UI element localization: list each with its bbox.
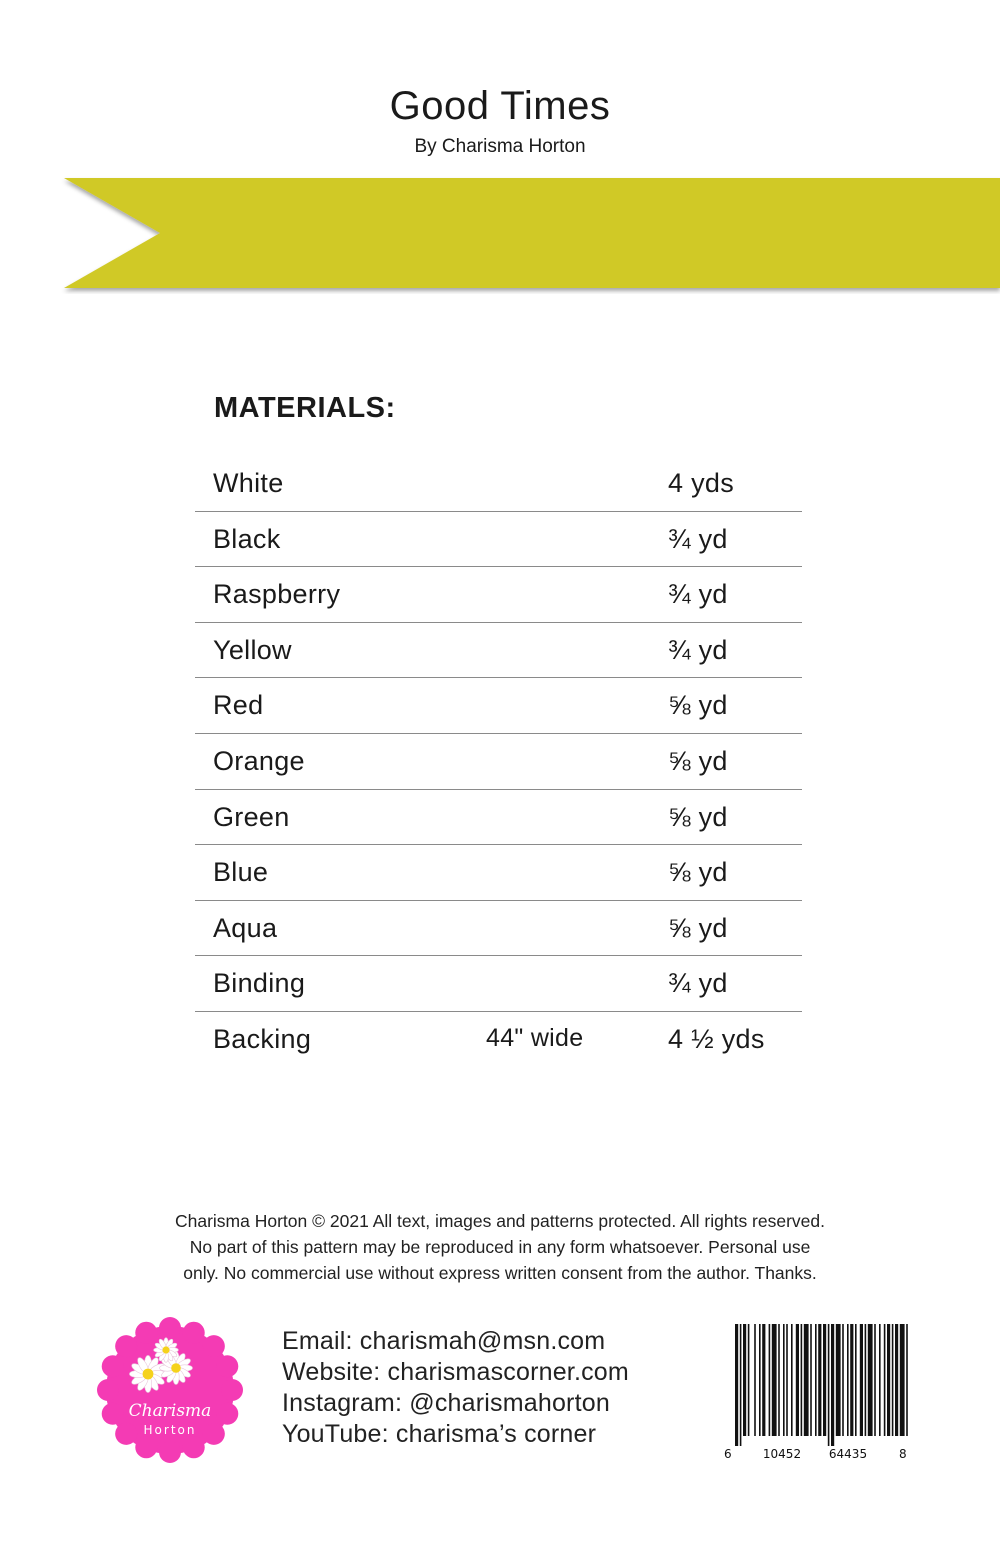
material-quantity: ¾ yd [668, 579, 728, 610]
material-quantity: ¾ yd [668, 634, 728, 665]
copyright-notice [0, 1208, 1000, 1286]
material-quantity: ¾ yd [668, 523, 728, 554]
barcode-digit-last: 8 [899, 1447, 907, 1461]
material-name: Orange [213, 745, 305, 776]
material-quantity: 4 yds [668, 468, 735, 498]
material-quantity: ¾ yd [668, 968, 728, 999]
materials-row [195, 678, 802, 734]
material-name: Binding [213, 968, 306, 999]
materials-row [195, 567, 802, 623]
material-name: Red [213, 690, 264, 721]
copyright-line: Charisma Horton © 2021 All text, images and patterns protected. All rights reserved. [174, 1211, 826, 1231]
material-name: Blue [213, 857, 269, 888]
material-name: White [213, 468, 284, 498]
barcode-digits-left: 10452 [762, 1447, 802, 1461]
material-quantity: ⅝ yd [668, 857, 728, 888]
logo-text-line2: Horton [143, 1423, 197, 1437]
pattern-title: Good Times [389, 84, 611, 128]
materials-row [195, 623, 802, 679]
material-name: Aqua [213, 912, 278, 943]
ribbon-banner [60, 176, 1000, 294]
materials-heading: MATERIALS: [214, 392, 396, 424]
barcode-digits-right: 64435 [828, 1447, 868, 1461]
copyright-line: No part of this pattern may be reproduced in any form whatsoever. Personal use [189, 1237, 811, 1257]
contact-website: Website: charismascorner.com [282, 1358, 629, 1386]
materials-row [195, 901, 802, 957]
logo-text-line1: Charisma [128, 1401, 212, 1421]
material-note: 44" wide [486, 1023, 584, 1052]
copyright-line: only. No commercial use without express written consent from the author. Thanks. [183, 1263, 817, 1283]
material-quantity: ⅝ yd [668, 801, 728, 832]
material-quantity: ⅝ yd [668, 912, 728, 943]
material-quantity: ⅝ yd [668, 745, 728, 776]
contact-info [282, 1326, 629, 1450]
material-name: Backing [213, 1023, 312, 1054]
material-quantity: 4 ½ yds [668, 1023, 765, 1054]
daisy-logo-icon [96, 1316, 244, 1464]
materials-row [195, 512, 802, 568]
contact-email: Email: charismah@msn.com [282, 1327, 606, 1355]
material-quantity: ⅝ yd [668, 690, 728, 721]
barcode-digit-first: 6 [724, 1447, 732, 1461]
materials-row [195, 734, 802, 790]
materials-row [195, 845, 802, 901]
materials-row [195, 456, 802, 512]
materials-row [195, 790, 802, 846]
materials-row [195, 1012, 802, 1067]
material-name: Green [213, 801, 290, 832]
materials-row [195, 956, 802, 1012]
contact-youtube: YouTube: charisma’s corner [282, 1420, 597, 1448]
material-name: Yellow [213, 634, 292, 665]
materials-table [195, 456, 802, 1067]
contact-instagram: Instagram: @charismahorton [282, 1389, 610, 1417]
material-name: Black [213, 523, 281, 554]
pattern-byline: By Charisma Horton [414, 136, 586, 157]
material-name: Raspberry [213, 579, 341, 610]
barcode [718, 1322, 910, 1462]
